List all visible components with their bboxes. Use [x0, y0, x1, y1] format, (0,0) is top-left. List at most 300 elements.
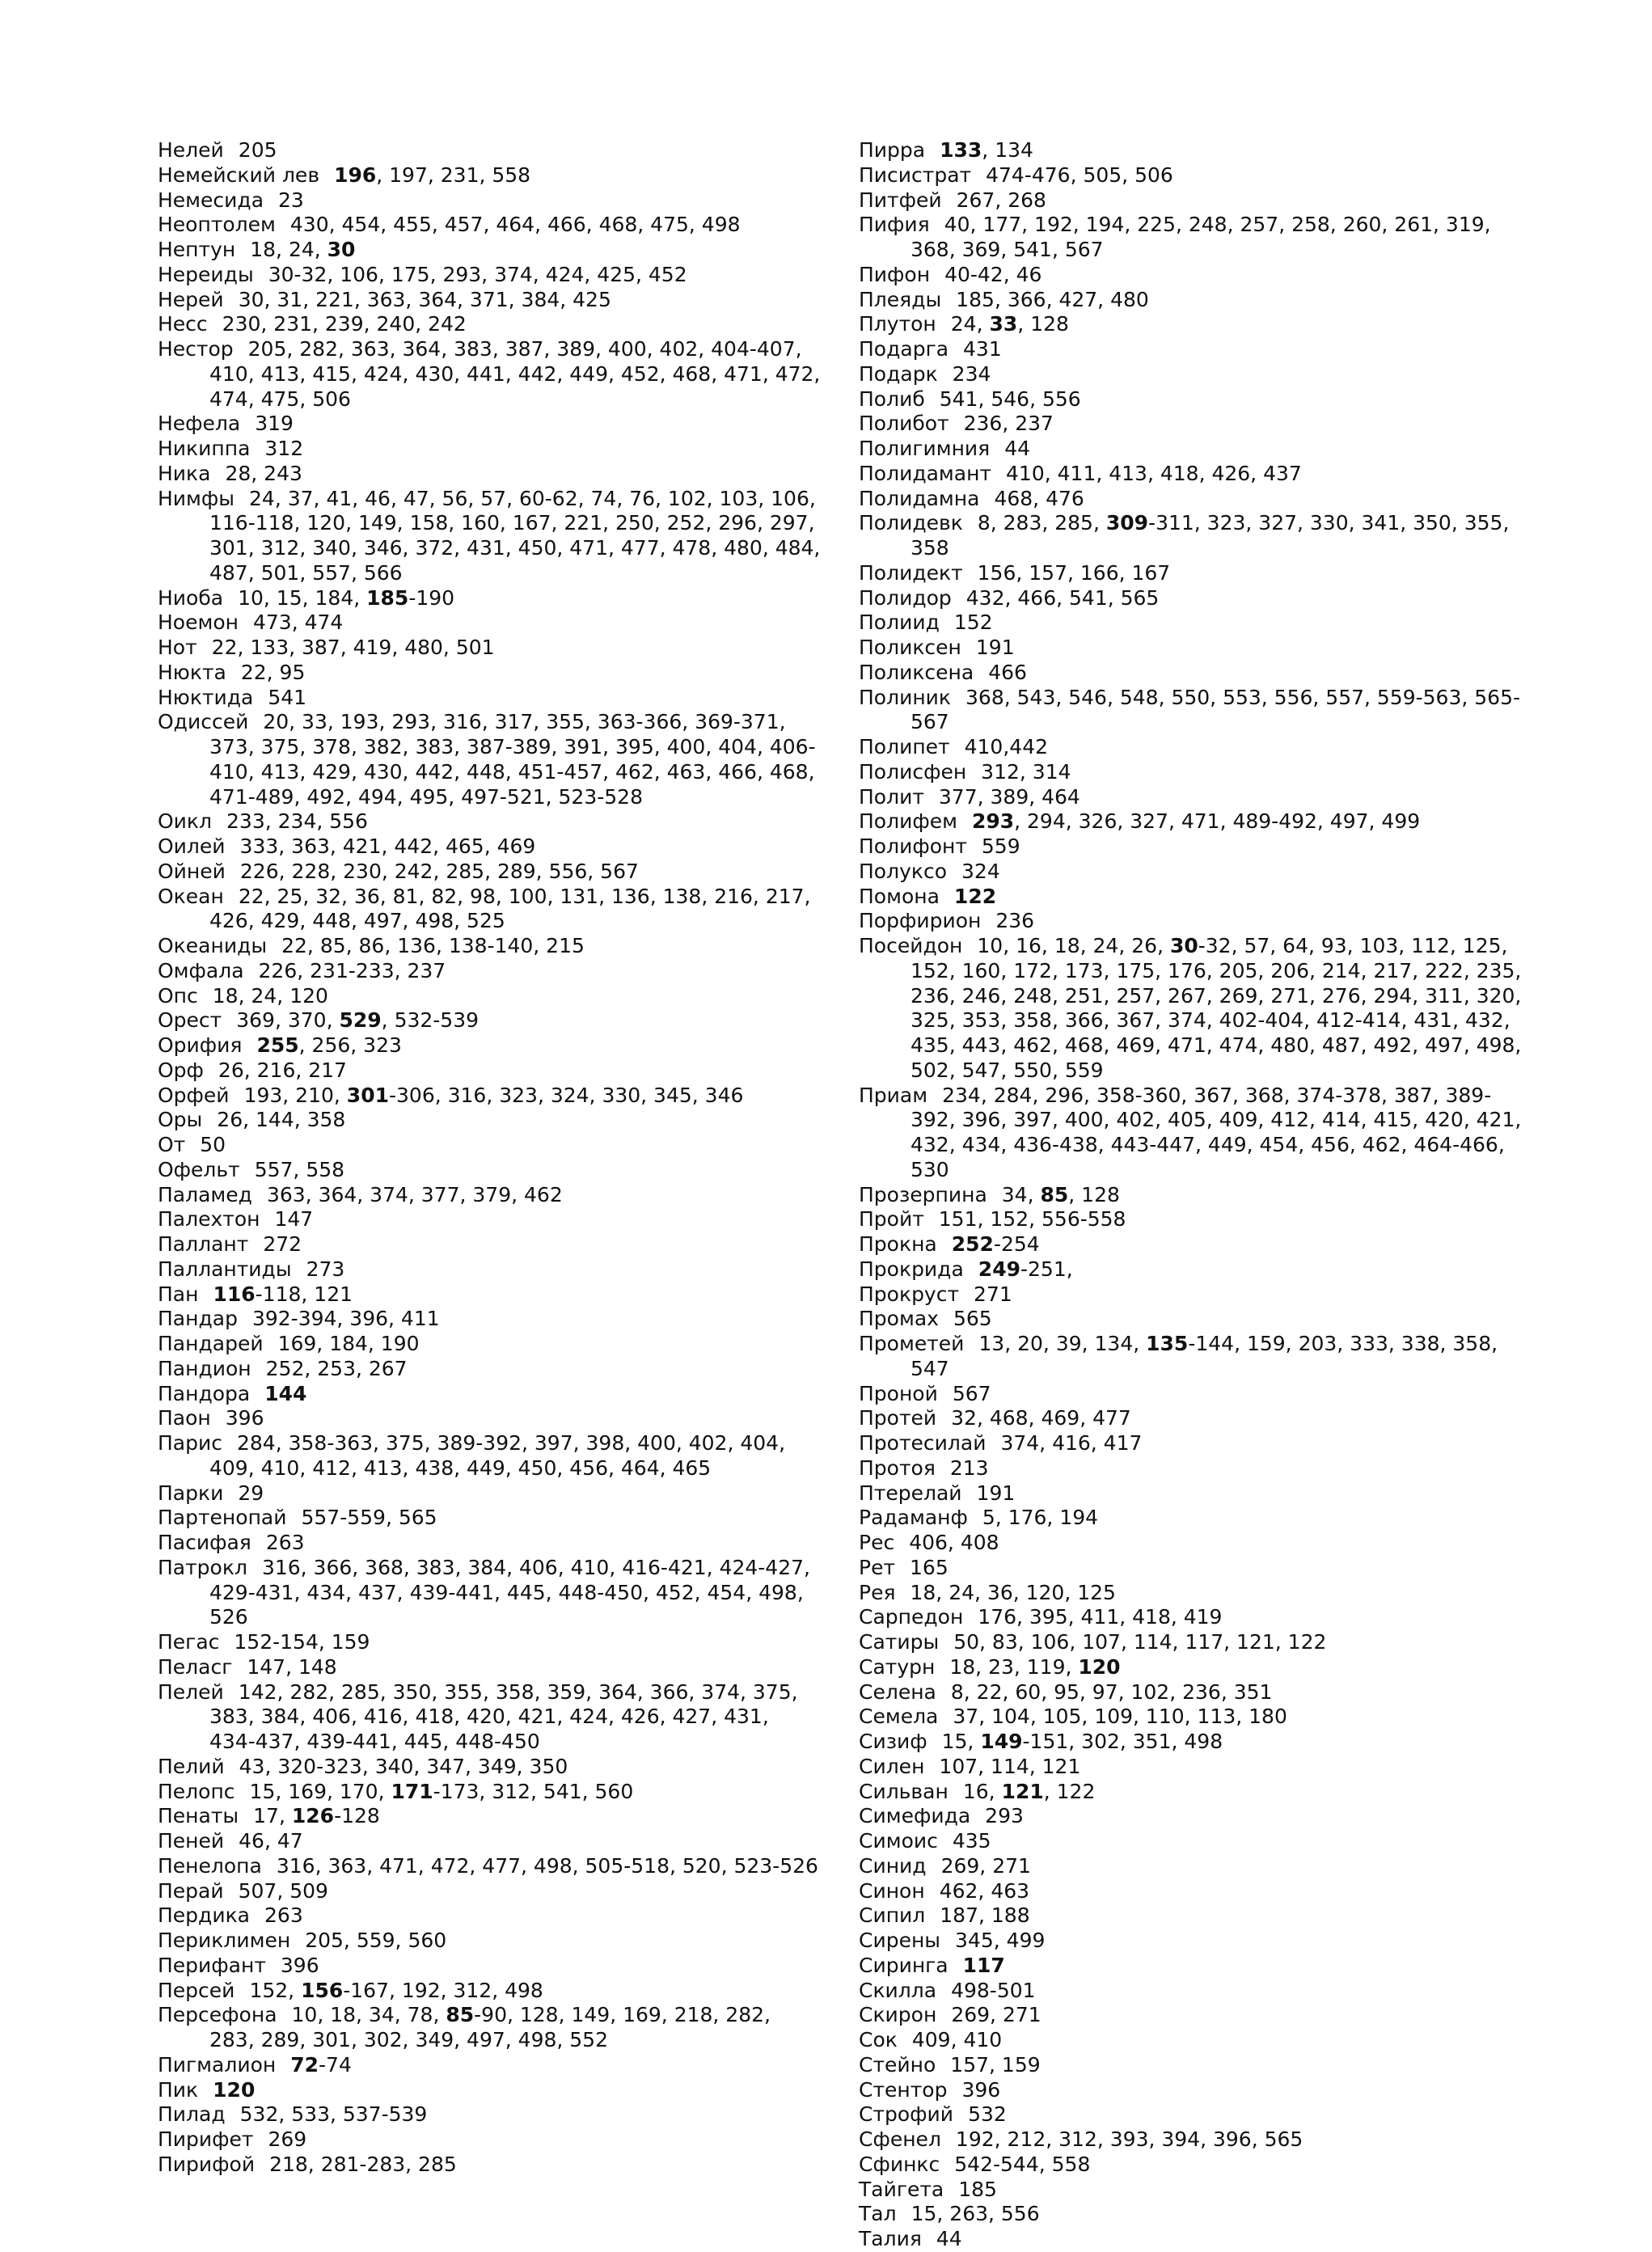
index-entry — [859, 2078, 1522, 2103]
index-entry-name: Радаманф — [859, 1506, 968, 1530]
index-entry-name: Пик — [158, 2077, 199, 2102]
page-refs: -74 — [319, 2052, 352, 2077]
index-entry-name: Подарга — [859, 337, 949, 361]
page-ref-main: 301 — [346, 1083, 389, 1107]
index-entry — [158, 1481, 821, 1506]
index-entry-name: Сатурн — [859, 1654, 936, 1679]
index-entry-name: Тал — [859, 2202, 897, 2226]
page-ref-main: 293 — [971, 809, 1015, 834]
index-entry — [158, 710, 821, 809]
index-entry — [859, 163, 1522, 188]
page-refs: 474-476, 505, 506 — [986, 163, 1173, 187]
index-entry — [859, 312, 1522, 337]
index-entry-name: Пенелопа — [158, 1853, 262, 1878]
index-entry — [859, 213, 1522, 263]
index-entry — [859, 860, 1522, 885]
index-entry-name: Симоис — [859, 1829, 938, 1853]
index-entry — [859, 1307, 1522, 1332]
index-entry — [158, 1257, 821, 1282]
page-refs: 29 — [238, 1481, 264, 1505]
index-entry-name: Прокрида — [859, 1257, 964, 1281]
index-entry-name: Пан — [158, 1282, 199, 1306]
index-entry-name: Пирра — [859, 138, 926, 162]
index-entry-name: Периклимен — [158, 1929, 291, 1952]
index-entry — [859, 263, 1522, 288]
index-entry — [859, 1829, 1522, 1854]
index-entry — [859, 1581, 1522, 1606]
page-refs: 152-154, 159 — [234, 1630, 370, 1654]
index-entry-name: Океан — [158, 884, 224, 908]
index-entry-name: Пердика — [158, 1903, 251, 1928]
page-refs: 333, 363, 421, 442, 465, 469 — [239, 834, 536, 858]
page-refs: , 197, 231, 558 — [376, 163, 531, 187]
index-entry — [158, 2078, 821, 2103]
index-entry-name: Парис — [158, 1431, 222, 1455]
index-entry — [158, 1506, 821, 1531]
page-refs: 435 — [952, 1829, 991, 1853]
page-refs: 156, 157, 166, 167 — [977, 560, 1171, 585]
page-refs: -254 — [993, 1232, 1040, 1256]
page-refs: 319 — [255, 412, 294, 436]
index-entry — [158, 1058, 821, 1084]
index-entry-name: Пеласг — [158, 1654, 233, 1679]
index-entry-name: Нестор — [158, 337, 234, 361]
index-entry-name: Синид — [859, 1853, 927, 1878]
page-ref-main: 249 — [978, 1257, 1020, 1281]
page-ref-main: 30 — [1169, 934, 1198, 957]
index-entry — [859, 437, 1522, 462]
index-entry — [859, 188, 1522, 213]
index-entry — [158, 834, 821, 860]
page-refs: 271 — [974, 1282, 1012, 1306]
page-refs: -128 — [334, 1804, 380, 1828]
index-entry-name: Полипет — [859, 735, 950, 758]
index-entry-name: Скирон — [859, 2003, 937, 2027]
page-refs: 396 — [961, 2077, 1001, 2102]
index-entry — [859, 586, 1522, 611]
index-entry — [859, 1929, 1522, 1954]
index-entry — [158, 934, 821, 959]
index-entry — [158, 1655, 821, 1680]
page-refs: 26, 216, 217 — [218, 1058, 347, 1082]
index-entry-name: Орф — [158, 1058, 204, 1082]
index-entry-name: Рет — [859, 1555, 896, 1579]
page-refs: , 128 — [1068, 1182, 1120, 1206]
index-entry — [859, 1332, 1522, 1382]
index-entry — [859, 1954, 1522, 1979]
index-entry-name: Пандора — [158, 1381, 251, 1405]
page-refs: 557-559, 565 — [301, 1506, 437, 1530]
index-entry — [158, 1531, 821, 1556]
index-entry-name: Полигимния — [859, 437, 991, 460]
index-entry-name: Нефела — [158, 412, 241, 436]
page-ref-main: 149 — [980, 1730, 1023, 1753]
page-refs: 226, 231-233, 237 — [258, 958, 446, 982]
index-entry — [158, 188, 821, 213]
page-refs: 559 — [981, 834, 1020, 858]
index-entry-name: Пенаты — [158, 1804, 239, 1828]
index-entry — [158, 437, 821, 462]
index-entry — [859, 1431, 1522, 1456]
page-refs: 567 — [952, 1381, 991, 1405]
page-refs: 18, 24, — [250, 238, 327, 261]
page-refs: 169, 184, 190 — [277, 1332, 420, 1355]
page-refs: , 128 — [1017, 312, 1069, 336]
index-entry — [158, 1829, 821, 1854]
index-entry-name: Поликсен — [859, 636, 961, 659]
page-ref-main: 85 — [1040, 1182, 1069, 1206]
page-refs: 374, 416, 417 — [1000, 1431, 1143, 1455]
index-entry — [859, 1879, 1522, 1904]
index-entry-name: Прокна — [859, 1232, 937, 1256]
index-entry-name: Персефона — [158, 2003, 277, 2027]
index-entry-name: Сфинкс — [859, 2152, 940, 2176]
page-refs: 44 — [936, 2227, 962, 2250]
index-entry — [859, 735, 1522, 760]
index-entry-name: Полит — [859, 784, 924, 809]
page-refs: -144, 159, 203, 333, 338, 358, 547 — [911, 1332, 1498, 1380]
index-entry-name: Пандион — [158, 1356, 251, 1380]
index-entry — [859, 1556, 1522, 1581]
page-refs: 312 — [264, 437, 304, 460]
index-entry-name: Партенопай — [158, 1506, 287, 1530]
index-column-right — [859, 138, 1522, 2252]
page-refs: , 256, 323 — [298, 1033, 402, 1057]
index-entry-name: Селена — [859, 1679, 936, 1704]
page-refs: 176, 395, 411, 418, 419 — [978, 1605, 1223, 1629]
index-entry — [859, 785, 1522, 810]
page-refs: 15, 263, 556 — [911, 2202, 1040, 2226]
index-entry — [158, 1282, 821, 1308]
page-refs: 263 — [264, 1903, 303, 1928]
page-refs: 410,442 — [964, 735, 1049, 758]
index-entry-name: Питфей — [859, 188, 942, 212]
page-refs: 185, 366, 427, 480 — [956, 287, 1149, 311]
index-entry-name: Рес — [859, 1531, 895, 1554]
page-refs: 46, 47 — [239, 1829, 303, 1853]
page-refs: 24, 37, 41, 46, 47, 56, 57, 60-62, 74, 76, 102, 103, 106, 116-118, 120, 149, 158, 160, 167, 221, 250, 252, 296, 297, 301, 312, 340, 346, 372, 431, 450, 471, 477, 478, 480, 484, 487, 501, 557, 566 — [209, 486, 821, 585]
index-entry — [859, 412, 1522, 437]
index-entry-name: Писистрат — [859, 163, 972, 187]
index-entry — [859, 1655, 1522, 1680]
index-entry-name: Полисфен — [859, 759, 967, 784]
index-entry — [859, 661, 1522, 686]
index-entry-name: Парки — [158, 1481, 224, 1505]
page-ref-main: 135 — [1146, 1332, 1189, 1355]
index-entry — [859, 1282, 1522, 1308]
index-entry-name: Прокруст — [859, 1282, 960, 1306]
index-entry-name: Строфий — [859, 2102, 954, 2127]
index-entry-name: Нот — [158, 636, 197, 659]
index-entry-name: Паламед — [158, 1182, 252, 1206]
index-entry-name: Сатиры — [859, 1630, 940, 1654]
page-refs: 191 — [975, 636, 1015, 659]
page-refs: 147, 148 — [247, 1654, 337, 1679]
index-entry — [859, 387, 1522, 412]
index-entry-name: Перифант — [158, 1953, 266, 1977]
page-refs: 22, 95 — [240, 660, 306, 684]
index-entry-name: Пандарей — [158, 1332, 264, 1355]
page-refs: 267, 268 — [956, 188, 1046, 212]
index-entry — [859, 1854, 1522, 1879]
index-entry — [158, 686, 821, 711]
page-refs: 409, 410 — [911, 2028, 1003, 2051]
index-entry — [158, 1307, 821, 1332]
index-entry — [859, 1456, 1522, 1481]
index-entry-name: Талия — [859, 2227, 922, 2250]
index-entry — [158, 462, 821, 487]
page-refs: -173, 312, 541, 560 — [433, 1779, 634, 1803]
page-refs: 193, 210, — [243, 1083, 347, 1107]
index-entry-name: Полиид — [859, 611, 940, 635]
index-entry-name: Сипил — [859, 1903, 926, 1928]
index-entry — [158, 586, 821, 611]
page-refs: 8, 283, 285, — [977, 511, 1106, 535]
index-entry — [859, 1207, 1522, 1232]
index-entry — [859, 809, 1522, 834]
index-entry-name: Порфирион — [859, 909, 982, 933]
page-ref-main: 85 — [446, 2003, 475, 2027]
index-entry — [158, 1008, 821, 1033]
index-entry-name: Полидамант — [859, 461, 992, 485]
page-refs: 205 — [238, 138, 277, 162]
page-refs: 284, 358-363, 375, 389-392, 397, 398, 400, 402, 404, 409, 410, 412, 413, 438, 449, 450, 456, 464, 465 — [209, 1431, 786, 1480]
index-entry — [859, 2178, 1522, 2203]
index-entry — [158, 611, 821, 636]
index-entry-name: Паллантиды — [158, 1257, 292, 1281]
index-entry-name: Опс — [158, 983, 198, 1008]
index-entry-name: Сильван — [859, 1779, 949, 1803]
index-entry-name: Пирифет — [158, 2127, 254, 2151]
index-entry — [158, 1207, 821, 1232]
page-ref-main: 117 — [962, 1953, 1005, 1977]
index-entry-name: Орфей — [158, 1083, 230, 1107]
index-entry — [158, 984, 821, 1009]
page-refs: 293 — [985, 1804, 1024, 1828]
page-refs: 541, 546, 556 — [939, 387, 1081, 411]
index-entry-name: Несс — [158, 312, 208, 336]
page-refs: 532 — [968, 2102, 1007, 2127]
page-refs: 236 — [995, 909, 1035, 933]
index-entry — [158, 1954, 821, 1979]
index-entry — [859, 1257, 1522, 1282]
page-refs: 396 — [225, 1406, 264, 1430]
index-entry — [158, 1804, 821, 1829]
page-refs: -190 — [408, 585, 455, 610]
page-refs: 16, — [962, 1779, 1002, 1803]
index-entry-name: Ника — [158, 461, 211, 485]
page-refs: 147 — [274, 1207, 314, 1232]
index-entry-name: Промах — [859, 1307, 939, 1331]
index-entry-name: Нюктида — [158, 685, 254, 709]
index-entry — [859, 1780, 1522, 1805]
page-refs: 269, 271 — [951, 2003, 1041, 2027]
index-entry-name: Пирифой — [158, 2152, 256, 2176]
index-entry — [158, 1680, 821, 1755]
page-refs: , 134 — [982, 138, 1033, 162]
page-refs: 18, 24, 120 — [212, 983, 328, 1008]
index-entry-name: Полидамна — [859, 486, 980, 510]
index-entry — [158, 1556, 821, 1630]
index-entry — [859, 1630, 1522, 1655]
index-entry — [859, 2003, 1522, 2028]
index-entry-name: Ниоба — [158, 585, 224, 610]
page-refs: 226, 228, 230, 242, 285, 289, 556, 567 — [239, 859, 639, 883]
index-entry-name: Подарк — [859, 361, 938, 386]
index-entry-name: Никиппа — [158, 437, 251, 460]
index-entry — [859, 1605, 1522, 1630]
page-refs: 44 — [1004, 437, 1031, 460]
index-entry — [859, 362, 1522, 387]
index-entry — [859, 2227, 1522, 2252]
index-entry — [158, 636, 821, 661]
page-refs: 565 — [953, 1307, 992, 1331]
index-entry-name: Полиб — [859, 387, 925, 411]
page-refs: -118, 121 — [255, 1282, 353, 1306]
index-entry — [158, 2127, 821, 2153]
index-entry — [158, 1382, 821, 1407]
index-entry-name: Сок — [859, 2028, 898, 2051]
page-refs: 406, 408 — [909, 1531, 999, 1554]
index-entry — [158, 1108, 821, 1133]
page-ref-main: 156 — [301, 1978, 344, 2002]
index-entry-name: Палехтон — [158, 1207, 260, 1232]
index-entry — [158, 1357, 821, 1382]
index-entry-name: Сирены — [859, 1929, 941, 1952]
index-entry — [158, 1158, 821, 1183]
index-entry-name: Орифия — [158, 1033, 243, 1057]
page-refs: 234, 284, 296, 358-360, 367, 368, 374-378, 387, 389-392, 396, 397, 400, 402, 405, 409, 412, 414, 415, 420, 421, 432, 434, 436-438, 443-447, 449, 454, 456, 462, 464-466, 530 — [911, 1083, 1522, 1181]
page-refs: 28, 243 — [225, 461, 302, 485]
page-refs: 10, 16, 18, 24, 26, — [977, 934, 1170, 957]
page-refs: 30-32, 106, 175, 293, 374, 424, 425, 452 — [268, 262, 687, 286]
page-refs: 142, 282, 285, 350, 355, 358, 359, 364, 366, 374, 375, 383, 384, 406, 416, 418, 420, 421, 424, 426, 427, 431, 434-437, 439-441, 445, 448-450 — [209, 1679, 798, 1753]
index-entry — [859, 1531, 1522, 1556]
index-entry — [859, 1979, 1522, 2004]
index-entry — [158, 2102, 821, 2127]
index-entry — [859, 487, 1522, 512]
index-entry-name: Нептун — [158, 238, 236, 261]
page-refs: 473, 474 — [252, 611, 344, 635]
index-entry-name: Пифон — [859, 262, 931, 286]
index-entry-name: Полидор — [859, 585, 952, 610]
index-entry — [158, 1879, 821, 1904]
index-entry — [859, 1481, 1522, 1506]
page-refs: 18, 24, 36, 120, 125 — [910, 1580, 1116, 1604]
index-entry-name: Пандар — [158, 1307, 238, 1331]
index-entry-name: Патрокл — [158, 1555, 247, 1579]
index-entry-name: Паллант — [158, 1232, 249, 1256]
index-entry — [859, 834, 1522, 860]
index-entry-name: Полифонт — [859, 834, 967, 858]
index-entry-name: Омфала — [158, 958, 244, 982]
page-refs: 363, 364, 374, 377, 379, 462 — [266, 1182, 563, 1206]
index-entry — [158, 487, 821, 586]
index-entry-name: Сиринга — [859, 1953, 949, 1977]
index-entry-name: Офельт — [158, 1157, 240, 1181]
page-refs: 26, 144, 358 — [217, 1108, 346, 1132]
index-entry-name: Пигмалион — [158, 2052, 277, 2077]
index-entry — [158, 1903, 821, 1929]
page-refs: 191 — [976, 1481, 1016, 1505]
index-entry — [859, 2153, 1522, 2178]
index-entry-name: Силен — [859, 1754, 925, 1778]
index-entry — [158, 1780, 821, 1805]
page-refs: 22, 85, 86, 136, 138-140, 215 — [281, 934, 585, 957]
page-ref-main: 252 — [951, 1232, 994, 1256]
page-refs: 432, 466, 541, 565 — [965, 585, 1160, 610]
page-refs: 233, 234, 556 — [226, 809, 368, 834]
page-refs: 377, 389, 464 — [938, 784, 1080, 809]
index-entry-name: Оры — [158, 1108, 203, 1132]
index-entry-name: Рея — [859, 1580, 896, 1604]
index-entry — [158, 288, 821, 313]
page-refs: 430, 454, 455, 457, 464, 466, 468, 475, 498 — [289, 213, 741, 237]
index-entry-name: Сизиф — [859, 1730, 927, 1753]
index-entry-name: Пифия — [859, 213, 930, 237]
page-ref-main: 171 — [391, 1779, 433, 1803]
index-entry — [859, 909, 1522, 934]
index-entry-name: Одиссей — [158, 710, 249, 734]
index-entry — [859, 1506, 1522, 1531]
page-refs: 192, 212, 312, 393, 394, 396, 565 — [955, 2127, 1303, 2151]
index-entry — [158, 2153, 821, 2178]
index-entry-name: Пеней — [158, 1829, 225, 1853]
index-entry — [158, 1406, 821, 1431]
index-entry — [158, 2003, 821, 2053]
index-entry-name: Протей — [859, 1406, 937, 1430]
page-refs: 557, 558 — [254, 1157, 345, 1181]
index-entry-name: Проной — [859, 1381, 938, 1405]
page-refs: 15, — [941, 1730, 981, 1753]
page-refs: 541 — [268, 685, 307, 709]
page-refs: 50, 83, 106, 107, 114, 117, 121, 122 — [953, 1630, 1327, 1654]
page-refs: -32, 57, 64, 93, 103, 112, 125, 152, 160, 172, 173, 175, 176, 205, 206, 214, 217, 222, 235, 236, 246, 248, 251, 257, 267, 269, 271, 276, 294, 311, 320, 325, 353, 358, 366, 367, 374, 402-404, 412-414, 431, 432, 435, 443, 462, 468, 469, 471, 474, 480, 487, 492, 497, 498, 502, 547, 550, 559 — [911, 934, 1522, 1082]
page-refs: 392-394, 396, 411 — [251, 1307, 440, 1331]
index-entry-name: Прозерпина — [859, 1182, 987, 1206]
page-ref-main: 196 — [334, 163, 377, 187]
page-refs: 542-544, 558 — [954, 2152, 1091, 2176]
index-entry — [859, 1903, 1522, 1929]
index-entry-name: Нелей — [158, 138, 224, 162]
index-entry — [158, 1084, 821, 1109]
page-refs: 107, 114, 121 — [939, 1754, 1081, 1778]
page-refs: 157, 159 — [950, 2052, 1041, 2077]
page-refs: -306, 316, 323, 324, 330, 345, 346 — [388, 1083, 744, 1107]
index-entry — [859, 511, 1522, 561]
page-refs: 10, 18, 34, 78, — [291, 2003, 446, 2027]
page-refs: 263 — [265, 1531, 305, 1554]
index-entry — [158, 1854, 821, 1879]
index-entry — [158, 1929, 821, 1954]
index-entry — [158, 1630, 821, 1655]
page-refs: 316, 366, 368, 383, 384, 406, 410, 416-421, 424-427, 429-431, 434, 437, 439-441, 445, 448-450, 452, 454, 498, 526 — [209, 1555, 810, 1629]
page-refs: 369, 370, — [236, 1008, 340, 1033]
index-entry — [158, 885, 821, 935]
page-refs: 37, 104, 105, 109, 110, 113, 180 — [953, 1705, 1287, 1729]
index-entry-name: Оилей — [158, 834, 226, 858]
page-refs: 10, 15, 184, — [238, 585, 367, 610]
index-entry-name: Плутон — [859, 312, 936, 336]
index-entry-name: Синон — [859, 1878, 925, 1903]
index-entry — [158, 412, 821, 437]
index-entry-name: Нерей — [158, 287, 224, 311]
index-entry — [859, 1183, 1522, 1208]
index-entry-name: Протесилай — [859, 1431, 987, 1455]
index-entry-name: Протоя — [859, 1456, 936, 1480]
page-refs: 40, 177, 192, 194, 225, 248, 257, 258, 260, 261, 319, 368, 369, 541, 567 — [911, 213, 1491, 261]
page-refs: 252, 253, 267 — [265, 1356, 408, 1380]
